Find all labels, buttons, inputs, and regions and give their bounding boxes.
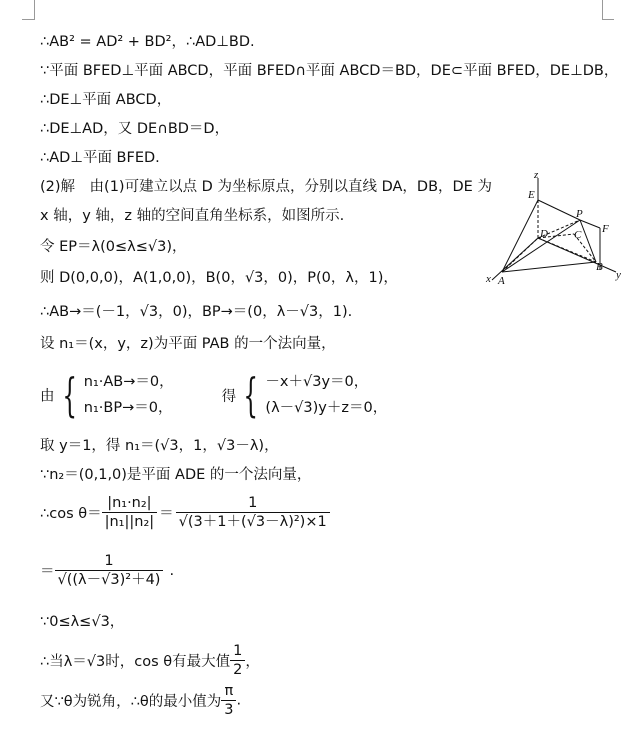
condition-1: n₁·AB→＝0， (83, 374, 174, 390)
proof-line-4: ∴DE⊥AD，又 DE∩BD＝D， (40, 121, 230, 137)
you-label: 由 (40, 388, 55, 405)
cos-value-fraction (176, 494, 330, 531)
ep-definition: 令 EP＝λ(0≤λ≤√3)， (40, 239, 187, 255)
proof-line-1: ∴AB² = AD² + BD²，∴AD⊥BD. (40, 34, 255, 50)
proof-line-2: ∵平面 BFED⊥平面 ABCD，平面 BFED∩平面 ABCD＝BD，DE⊂平面 BFED，DE⊥DB， (40, 63, 619, 79)
equals-sign-2: ＝ (40, 564, 55, 580)
pi-third-numerator: π (221, 682, 236, 701)
cos-fraction-denominator: |n₁||n₂| (104, 514, 155, 530)
choose-y-line: 取 y＝1，得 n₁＝(√3，1，√3－λ)， (40, 438, 279, 454)
equation-system-row (40, 369, 387, 421)
result-eq-2: (λ－√3)y＋z＝0， (265, 400, 388, 416)
label-P: P (576, 208, 583, 220)
margin-marker-left (34, 0, 35, 20)
solution-intro: (2)解 由(1)可建立以点 D 为坐标原点，分别以直线 DA，DB，DE 为 (40, 179, 492, 195)
simplified-cosine-row (40, 552, 174, 589)
period-1: . (169, 562, 175, 579)
result-eq-1: －x＋√3y＝0， (265, 374, 369, 390)
pi-third-denominator: 3 (224, 702, 234, 718)
comma-1: ， (245, 654, 260, 670)
equals-sign-1: ＝ (159, 506, 174, 522)
cos-theta-label: ∴cos θ＝ (40, 506, 102, 522)
coordinate-figure (478, 170, 628, 295)
vector-expressions: ∴AB→＝(－1，√3，0)，BP→＝(0，λ－√3，1). (40, 304, 353, 320)
max-value-row (40, 642, 260, 679)
one-half-fraction (230, 642, 245, 679)
result-system (265, 369, 387, 421)
margin-marker-right (602, 0, 603, 20)
max-value-text: ∴当λ＝√3时，cos θ有最大值 (40, 654, 231, 670)
cos-value-denominator: √(3＋1＋(√3－λ)²)×1 (178, 514, 327, 530)
proof-line-3: ∴DE⊥平面 ABCD， (40, 92, 172, 108)
simplified-denominator: √((λ－√3)²＋4) (57, 572, 161, 588)
one-half-denominator: 2 (233, 662, 243, 678)
label-D: D (540, 228, 548, 240)
cosine-formula-row (40, 494, 330, 531)
condition-system (84, 369, 174, 421)
axes-description: x 轴，y 轴，z 轴的空间直角坐标系，如图所示. (40, 208, 345, 224)
point-coordinates: 则 D(0,0,0)，A(1,0,0)，B(0，√3，0)，P(0，λ，1)， (40, 270, 398, 286)
min-angle-text: 又∵θ为锐角，∴θ的最小值为 (40, 694, 222, 710)
cos-fraction (102, 494, 158, 531)
margin-marker-right-h (602, 19, 614, 20)
de-label: 得 (221, 388, 237, 405)
min-angle-row (40, 682, 241, 719)
cos-value-numerator: 1 (176, 494, 330, 513)
label-y: y (616, 269, 621, 281)
edge-EP (538, 200, 580, 220)
label-E: E (528, 189, 535, 201)
edge-AB (502, 262, 596, 272)
edge-PB (580, 220, 596, 262)
label-A: A (498, 275, 505, 287)
one-half-numerator: 1 (230, 642, 245, 661)
n2-normal-line: ∵n₂＝(0,1,0)是平面 ADE 的一个法向量， (40, 467, 312, 483)
cos-fraction-numerator: |n₁·n₂| (102, 494, 158, 513)
condition-2: n₁·BP→＝0， (83, 400, 173, 416)
label-x: x (486, 273, 491, 285)
label-C: C (574, 229, 582, 241)
normal-vector-setup: 设 n₁＝(x，y，z)为平面 PAB 的一个法向量， (40, 336, 336, 352)
period-2: . (236, 692, 242, 709)
proof-line-5: ∴AD⊥平面 BFED. (40, 150, 160, 166)
left-brace-2: { (243, 368, 259, 422)
label-F: F (602, 223, 609, 235)
simplified-fraction (55, 552, 164, 589)
pi-third-fraction (221, 682, 236, 719)
edge-EA (502, 200, 538, 272)
simplified-numerator: 1 (55, 552, 164, 571)
label-z: z (534, 170, 539, 181)
label-B: B (596, 261, 603, 273)
lambda-range-line: ∵0≤λ≤√3， (40, 614, 125, 630)
left-brace-1: { (61, 368, 77, 422)
margin-marker-left-h (22, 19, 34, 20)
